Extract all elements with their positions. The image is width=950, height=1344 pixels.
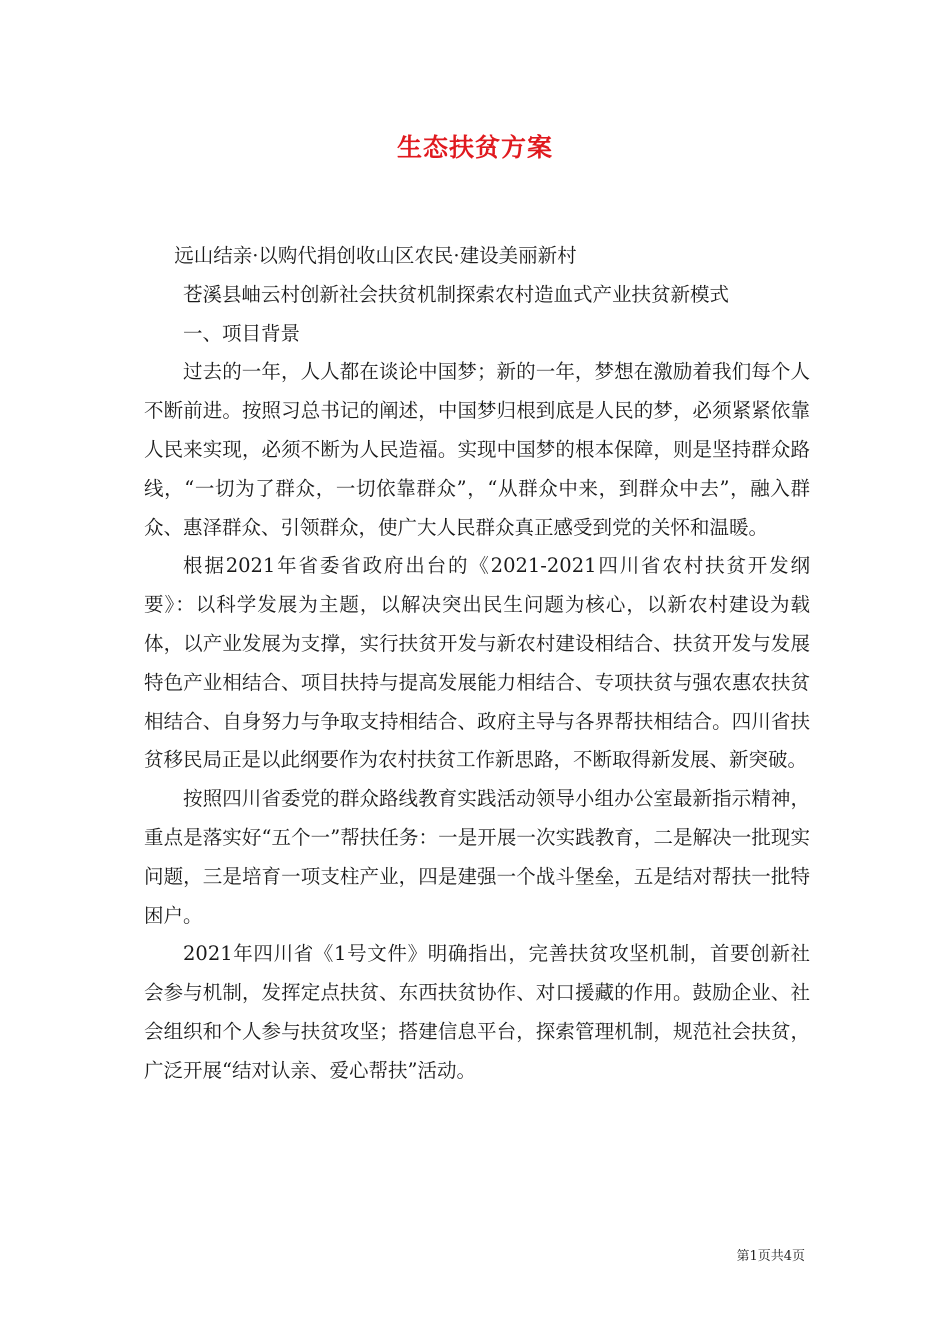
subtitle-line-1: 远山结亲·以购代捐创收山区农民·建设美丽新村 <box>174 244 577 267</box>
document-title: 生态扶贫方案 <box>396 133 553 162</box>
paragraph: 按照四川省委党的群众路线教育实践活动领导小组办公室最新指示精神，重点是落实好“五个一”帮扶任务：一是开展一次实践教育，二是解决一批现实问题，三是培育一项支柱产业，四是建强一个战斗堡垒，五是结对帮扶一批特困户。 <box>144 787 810 927</box>
section-heading: 一、项目背景 <box>183 321 301 345</box>
paragraph: 过去的一年，人人都在谈论中国梦；新的一年，梦想在激励着我们每个人不断前进。按照习总书记的阐述，中国梦归根到底是人民的梦，必须紧紧依靠人民来实现，必须不断为人民造福。实现中国梦的根本保障，则是坚持群众路线，“一切为了群众，一切依靠群众”，“从群众中来，到群众中去”，融入群众、惠泽群众、引领群众，使广大人民群众真正感受到党的关怀和温暖。 <box>144 360 810 539</box>
paragraph: 根据2021年省委省政府出台的《2021-2021四川省农村扶贫开发纲要》：以科学发展为主题，以解决突出民生问题为核心，以新农村建设为载体，以产业发展为支撑，实行扶贫开发与新农村建设相结合、扶贫开发与发展特色产业相结合、项目扶持与提高发展能力相结合、专项扶贫与强农惠农扶贫相结合、自身努力与争取支持相结合、政府主导与各界帮扶相结合。四川省扶贫移民局正是以此纲要作为农村扶贫工作新思路，不断取得新发展、新突破。 <box>144 554 810 772</box>
paragraph: 2021年四川省《1号文件》明确指出，完善扶贫攻坚机制，首要创新社会参与机制，发挥定点扶贫、东西扶贫协作、对口援藏的作用。鼓励企业、社会组织和个人参与扶贫攻坚；搭建信息平台，探索管理机制，规范社会扶贫，广泛开展“结对认亲、爱心帮扶”活动。 <box>144 942 810 1082</box>
subtitle-line-2: 苍溪县岫云村创新社会扶贫机制探索农村造血式产业扶贫新模式 <box>183 282 730 306</box>
document-body <box>144 237 810 1091</box>
page-number: 第1页共4页 <box>736 1249 805 1264</box>
